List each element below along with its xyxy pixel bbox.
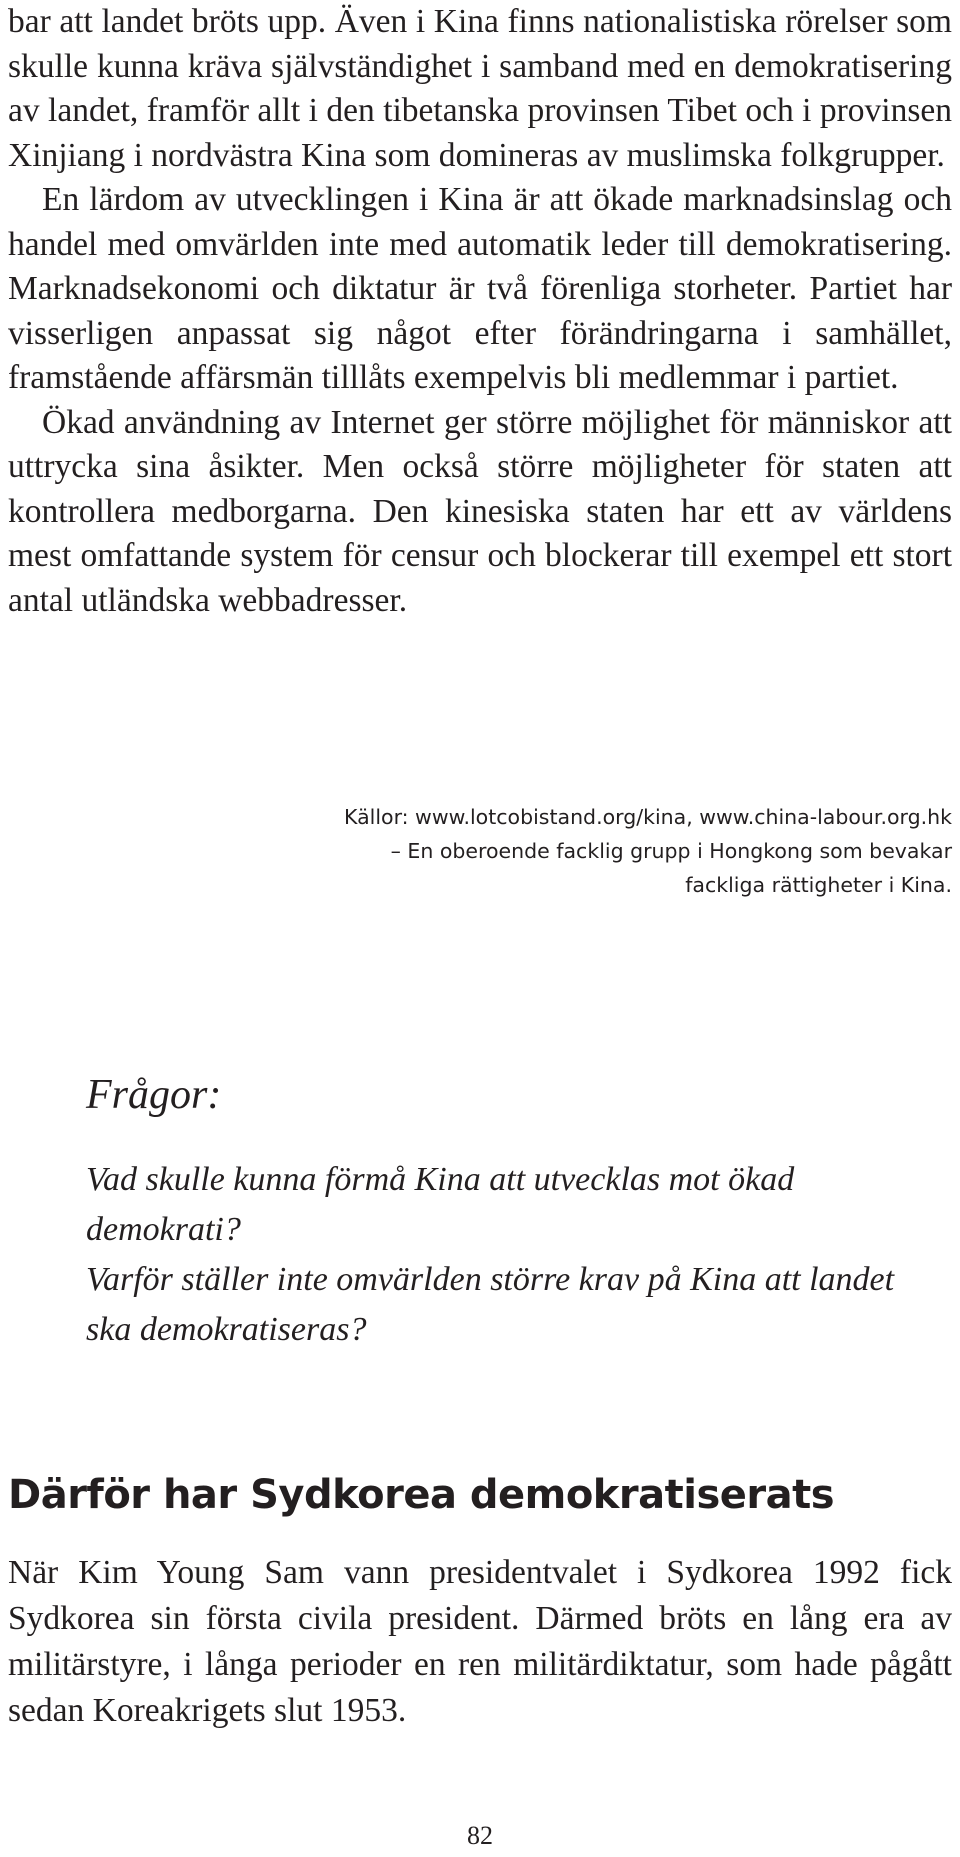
sources-line: Källor: www.lotcobistand.org/kina, www.china-labour.org.hk xyxy=(343,805,952,829)
paragraph-kina-nationalism: bar att landet bröts upp. Även i Kina finns nationalistiska rörelser som skulle kunna kräva självständighet i samband med en demokratisering av landet, framför allt i den tibetanska provinsen Tibet och i provinsen Xinjiang i nordvästra Kina som domineras av muslimska folkgrupper. xyxy=(8,3,952,174)
question-item: Varför ställer inte omvärlden större krav på Kina att landet ska demokratiseras? xyxy=(86,1261,895,1348)
questions-heading: Frågor: xyxy=(86,1072,222,1118)
questions-list xyxy=(86,1155,906,1355)
sources-note xyxy=(252,800,952,902)
sources-line: – En oberoende facklig grupp i Hongkong som bevakar xyxy=(390,839,952,863)
section-body-text: När Kim Young Sam vann presidentvalet i Sydkorea 1992 fick Sydkorea sin första civila president. Därmed bröts en lång era av militärstyre, i långa perioder en ren militärdiktatur, som hade pågått sedan Koreakrigets slut 1953. xyxy=(8,1554,952,1729)
page-number: 82 xyxy=(467,1821,493,1850)
paragraph-internet: Ökad användning av Internet ger större möjlighet för människor att uttrycka sina åsikter. Men också större möjligheter för staten att kontrollera medborgarna. Den kinesiska staten har ett av världens mest omfattande system för censur och blockerar till exempel ett stort antal utländska webbadresser. xyxy=(8,403,952,619)
paragraph-marknadsekonomi: En lärdom av utvecklingen i Kina är att ökade marknadsinslag och handel med omvärlden inte med automatik leder till demokratisering. Marknadsekonomi och diktatur är två förenliga storheter. Partiet har visserligen anpassat sig något efter förändringarna i samhället, framstående affärsmän tilllåts exempelvis bli medlemmar i partiet. xyxy=(8,181,952,396)
main-text xyxy=(8,0,952,623)
sources-line: fackliga rättigheter i Kina. xyxy=(685,873,952,897)
section-heading: Därför har Sydkorea demokratiserats xyxy=(8,1472,835,1518)
questions-box xyxy=(86,1065,926,1348)
question-item: Vad skulle kunna förmå Kina att utvecklas mot ökad demokrati? xyxy=(86,1161,795,1248)
